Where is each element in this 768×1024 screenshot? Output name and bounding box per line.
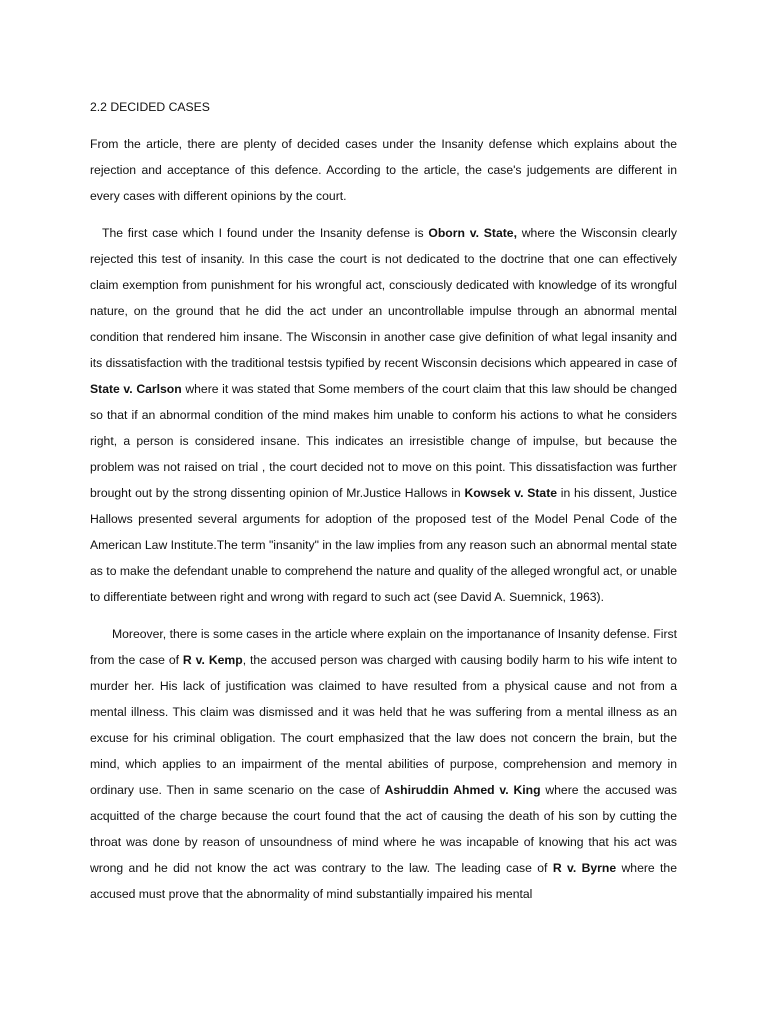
text-segment: in his dissent, Justice Hallows presented several arguments for adoption of the proposed test of the Model Penal Code of the American Law Institute.The term "insanity" in the law implies from any reason such an abnormal mental state as to make the defendant unable to comprehend the nature and quality of the alleged wrongful act, or unable to differentiate between right and wrong with regard to such act (see David A. Suemnick, 1963). (90, 486, 677, 604)
case-name-kemp: R v. Kemp (182, 653, 243, 667)
case-name-oborn: Oborn v. State, (428, 226, 517, 240)
case-name-ashiruddin: Ashiruddin Ahmed v. King (384, 783, 541, 797)
text-segment: where the accused must prove that the abnormality of mind substantially impaired his mental (90, 861, 677, 901)
section-heading: 2.2 DECIDED CASES (90, 100, 210, 114)
text-segment: From the article, there are plenty of decided cases under the Insanity defense which explains about the rejection and acceptance of this defence. According to the article, the case's judgements are different in every cases with different opinions by the court. (90, 137, 677, 203)
text-segment: , the accused person was charged with causing bodily harm to his wife intent to murder her. His lack of justification was claimed to have resulted from a physical cause and not from a mental illness. This claim was dismissed and it was held that he was suffering from a mental illness as an excuse for his criminal obligation. The court emphasized that the law does not concern the brain, but the mind, which applies to an impairment of the mental abilities of purpose, comprehension and memory in ordinary use. Then in same scenario on the case of (90, 653, 677, 797)
text-segment: Moreover, there is some cases in the article where explain on the importanance of Insanity defense. First from the case of (90, 627, 677, 667)
case-name-byrne: R v. Byrne (552, 861, 617, 875)
paragraph-moreover (90, 621, 677, 907)
case-name-kowsek: Kowsek v. State (464, 486, 558, 500)
text-segment: where the Wisconsin clearly rejected this test of insanity. In this case the court is not dedicated to the doctrine that one can effectively claim exemption from punishment for his wrongful act, consciously dedicated with knowledge of its wrongful nature, on the ground that he did the act under an uncontrollable impulse through an abnormal mental condition that rendered him insane. The Wisconsin in another case give definition of what legal insanity and its dissatisfaction with the traditional testsis typified by recent Wisconsin decisions which appeared in case of (90, 226, 677, 370)
paragraph-intro (90, 131, 677, 209)
document-page (90, 94, 677, 907)
text-segment: where it was stated that Some members of the court claim that this law should be changed so that if an abnormal condition of the mind makes him unable to conform his actions to what he considers right, a person is considered insane. This indicates an irresistible change of impulse, but because the problem was not raised on trial , the court decided not to move on this point. This dissatisfaction was further brought out by the strong dissenting opinion of Mr.Justice Hallows in (90, 382, 677, 500)
paragraph-oborn-case (90, 220, 677, 610)
case-name-carlson: State v. Carlson (90, 382, 182, 396)
text-segment: where the accused was acquitted of the charge because the court found that the act of causing the death of his son by cutting the throat was done by reason of unsoundness of mind where he was incapable of knowing that his act was wrong and he did not know the act was contrary to the law. The leading case of (90, 783, 678, 875)
text-segment: The first case which I found under the Insanity defense is (102, 226, 429, 240)
